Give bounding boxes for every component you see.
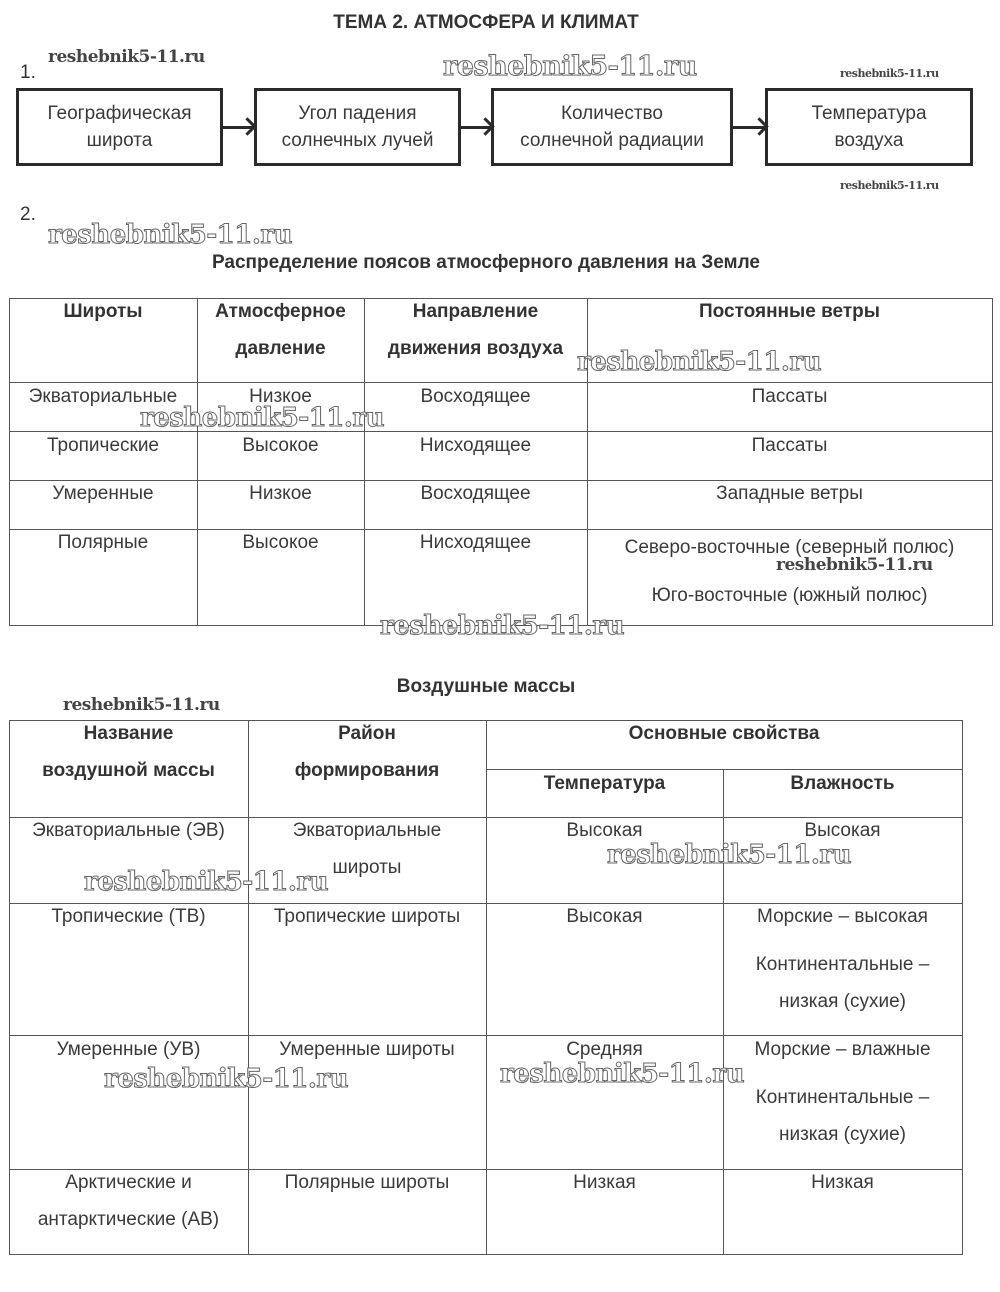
table-cell: Высокая bbox=[566, 820, 643, 841]
table-cell: Высокая bbox=[566, 906, 643, 927]
table-cell: Низкая bbox=[573, 1172, 636, 1193]
cell-line: Юго-восточные (южный полюс) bbox=[651, 585, 928, 606]
table-cell: Экваториальные bbox=[28, 386, 178, 407]
box-line: Географическая bbox=[47, 103, 192, 124]
box-line: солнечных лучей bbox=[281, 130, 434, 151]
table-cell: Высокая bbox=[804, 820, 881, 841]
watermark: reshebnik5-11.ru bbox=[577, 347, 822, 377]
header-line: формирования bbox=[294, 760, 440, 781]
table-cell bbox=[9, 1164, 248, 1238]
cell-line: Морские – влажные bbox=[754, 1039, 931, 1060]
table-cell: Пассаты bbox=[751, 386, 828, 407]
table-cell: Тропические (ТВ) bbox=[51, 906, 206, 927]
header-line: давление bbox=[235, 338, 326, 359]
box-line: воздуха bbox=[834, 130, 904, 151]
cell-line: Экваториальные bbox=[292, 820, 442, 841]
table-cell: Пассаты bbox=[751, 435, 828, 456]
cell-line: Арктические и bbox=[65, 1172, 192, 1193]
chain-box-radiation bbox=[491, 88, 733, 166]
header-line: Атмосферное bbox=[215, 301, 346, 322]
table-cell bbox=[723, 1031, 962, 1153]
table-cell: Низкое bbox=[249, 386, 312, 407]
task-number-2: 2. bbox=[20, 204, 36, 225]
header-line: Название bbox=[83, 723, 174, 744]
watermark: reshebnik5-11.ru bbox=[840, 67, 939, 80]
table-cell: Нисходящее bbox=[419, 532, 532, 553]
header-line: воздушной массы bbox=[42, 760, 215, 781]
header-main-properties: Основные свойства bbox=[628, 723, 820, 744]
table-cell: Высокое bbox=[242, 532, 319, 553]
table-cell: Восходящее bbox=[420, 483, 531, 504]
header-mass-name bbox=[9, 715, 248, 789]
watermark: reshebnik5-11.ru bbox=[48, 47, 205, 67]
box-line: Угол падения bbox=[298, 103, 417, 124]
task-number-1: 1. bbox=[20, 62, 36, 83]
watermark: reshebnik5-11.ru bbox=[104, 1064, 349, 1094]
header-pressure bbox=[197, 293, 364, 367]
watermark: reshebnik5-11.ru bbox=[840, 179, 939, 192]
arrow-right-icon bbox=[223, 126, 253, 129]
table-cell: Низкая bbox=[811, 1172, 874, 1193]
table-cell: Западные ветры bbox=[716, 483, 863, 504]
chain-box-latitude bbox=[16, 88, 223, 166]
header-line: Направление bbox=[412, 301, 539, 322]
cell-line: Северо-восточные (северный полюс) bbox=[624, 537, 955, 558]
chain-box-sun-angle bbox=[254, 88, 461, 166]
arrow-right-icon bbox=[461, 126, 491, 129]
watermark: reshebnik5-11.ru bbox=[380, 611, 625, 641]
header-winds: Постоянные ветры bbox=[699, 301, 880, 322]
header-line: движения воздуха bbox=[387, 338, 564, 359]
table-border bbox=[992, 298, 993, 626]
watermark: reshebnik5-11.ru bbox=[140, 403, 385, 433]
chain-box-temperature bbox=[765, 88, 973, 166]
table-cell: Тропические bbox=[46, 435, 160, 456]
arrow-right-icon bbox=[733, 126, 765, 129]
box-line: Температура bbox=[811, 103, 927, 124]
table-cell: Экваториальные (ЭВ) bbox=[32, 820, 225, 841]
table-cell: Нисходящее bbox=[419, 435, 532, 456]
watermark: reshebnik5-11.ru bbox=[776, 555, 933, 575]
header-temperature: Температура bbox=[543, 773, 666, 794]
table-cell: Высокое bbox=[242, 435, 319, 456]
cell-line: Морские – высокая bbox=[757, 906, 928, 927]
header-latitudes: Широты bbox=[63, 301, 143, 322]
watermark: reshebnik5-11.ru bbox=[84, 867, 329, 897]
cell-line: низкая (сухие) bbox=[778, 991, 907, 1012]
table-cell: Средняя bbox=[566, 1039, 643, 1060]
cell-line: низкая (сухие) bbox=[778, 1124, 907, 1145]
cell-line: Континентальные – bbox=[755, 954, 930, 975]
header-air-movement bbox=[364, 293, 587, 367]
table-cell: Восходящее bbox=[420, 386, 531, 407]
table-border bbox=[962, 720, 963, 1255]
header-line: Район bbox=[338, 723, 396, 744]
table-cell: Умеренные bbox=[52, 483, 154, 504]
table-cell: Полярные широты bbox=[284, 1172, 450, 1193]
box-line: Количество bbox=[560, 103, 664, 124]
table1-title: Распределение поясов атмосферного давления на Земле bbox=[212, 252, 760, 273]
watermark: reshebnik5-11.ru bbox=[48, 220, 293, 250]
box-line: широта bbox=[86, 130, 153, 151]
watermark: reshebnik5-11.ru bbox=[63, 695, 220, 715]
table2-title: Воздушные массы bbox=[396, 676, 576, 697]
cell-line: Континентальные – bbox=[755, 1087, 930, 1108]
table-cell: Умеренные (УВ) bbox=[56, 1039, 201, 1060]
table-cell: Низкое bbox=[249, 483, 312, 504]
watermark: reshebnik5-11.ru bbox=[500, 1059, 745, 1089]
cell-line: широты bbox=[332, 857, 402, 878]
cell-line: антарктические (АВ) bbox=[37, 1209, 220, 1230]
box-line: солнечной радиации bbox=[520, 130, 704, 151]
header-formation-area bbox=[248, 715, 486, 789]
table-cell bbox=[723, 898, 962, 1020]
page-title: ТЕМА 2. АТМОСФЕРА И КЛИМАТ bbox=[333, 12, 639, 33]
header-humidity: Влажность bbox=[790, 773, 895, 794]
table-cell: Полярные bbox=[57, 532, 149, 553]
table-cell: Тропические широты bbox=[273, 906, 461, 927]
table-cell: Умеренные широты bbox=[279, 1039, 455, 1060]
watermark: reshebnik5-11.ru bbox=[443, 51, 697, 82]
watermark: reshebnik5-11.ru bbox=[607, 840, 852, 870]
